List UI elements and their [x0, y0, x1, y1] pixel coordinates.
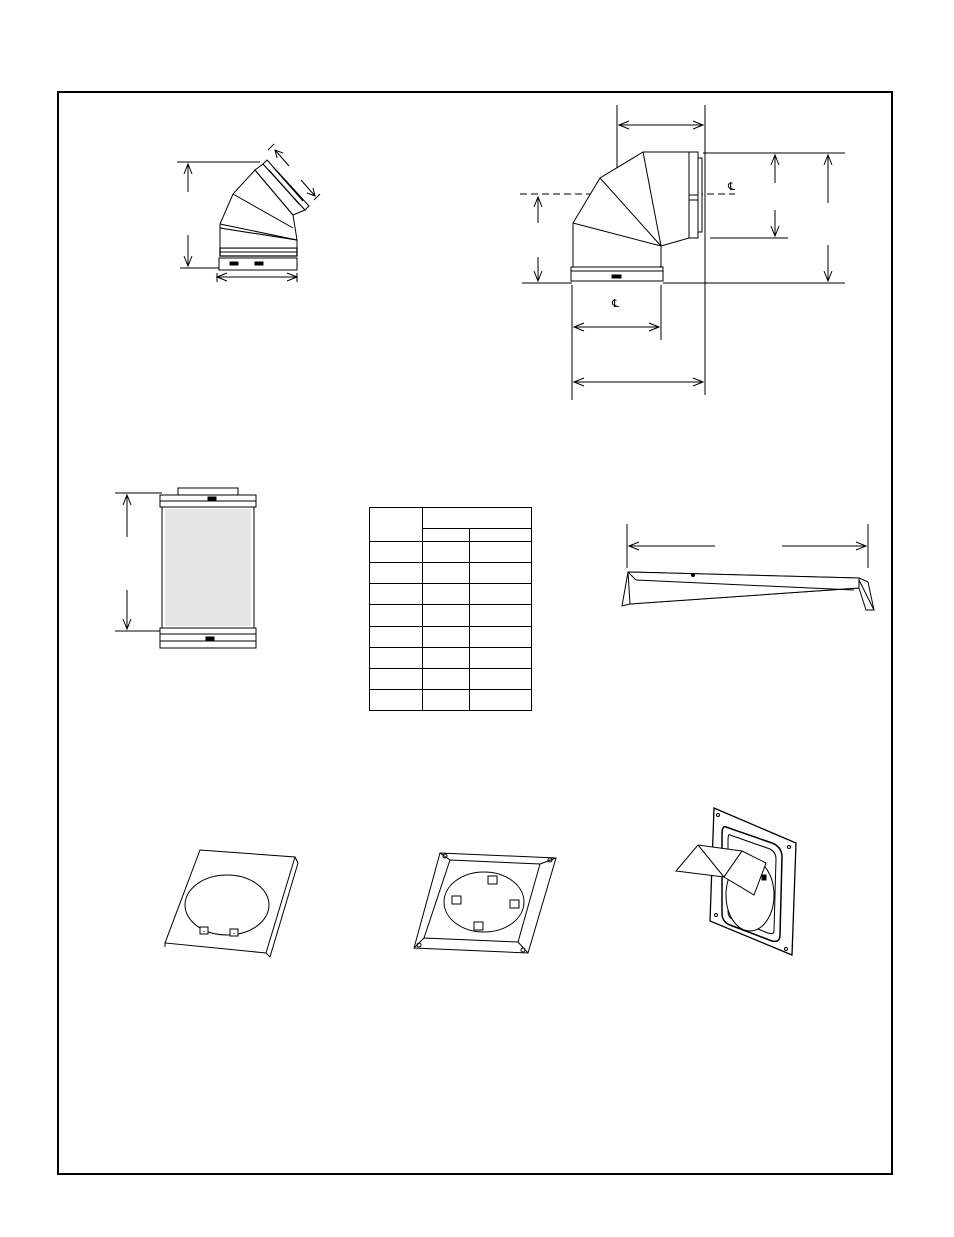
- table-cell: [470, 542, 532, 563]
- ceiling-firestop-icon: [160, 845, 310, 960]
- heat-shield-icon: [610, 520, 880, 620]
- table-cell: [423, 689, 470, 710]
- table-cell: [370, 647, 423, 668]
- table-subheader-inches: [423, 529, 470, 542]
- straight-pipe-section-icon: [110, 482, 265, 654]
- table-row: [370, 647, 532, 668]
- table-header-model: [370, 508, 423, 542]
- table-cell: [423, 584, 470, 605]
- table-cell: [370, 563, 423, 584]
- firestop-plate-icon: [410, 850, 560, 955]
- table-cell: [423, 626, 470, 647]
- table-cell: [423, 605, 470, 626]
- table-row: [370, 689, 532, 710]
- horizontal-termination-cap-icon: [670, 805, 805, 965]
- table-cell: [470, 584, 532, 605]
- length-table: [369, 507, 532, 711]
- table-subheader-mm: [470, 529, 532, 542]
- table-row: [370, 563, 532, 584]
- table-cell: [470, 647, 532, 668]
- table-cell: [370, 668, 423, 689]
- table-row: [370, 605, 532, 626]
- elbow-90-degree-icon: [520, 105, 850, 400]
- table-cell: [370, 689, 423, 710]
- table-cell: [470, 626, 532, 647]
- table-cell: [370, 605, 423, 626]
- table-row: [370, 542, 532, 563]
- table-row: [370, 584, 532, 605]
- table-cell: [423, 563, 470, 584]
- table-header-row: [370, 508, 532, 529]
- table-row: [370, 668, 532, 689]
- table-cell: [423, 542, 470, 563]
- table-cell: [423, 647, 470, 668]
- table-cell: [370, 584, 423, 605]
- table-cell: [423, 668, 470, 689]
- table-cell: [370, 626, 423, 647]
- table-row: [370, 626, 532, 647]
- table-cell: [370, 542, 423, 563]
- elbow-45-degree-icon: [175, 140, 335, 290]
- table-cell: [470, 668, 532, 689]
- table-header-length: [423, 508, 532, 529]
- table-cell: [470, 689, 532, 710]
- centerline-label-bottom: ℄: [612, 297, 620, 310]
- centerline-label-right: ℄: [728, 180, 736, 193]
- table-cell: [470, 563, 532, 584]
- table-cell: [470, 605, 532, 626]
